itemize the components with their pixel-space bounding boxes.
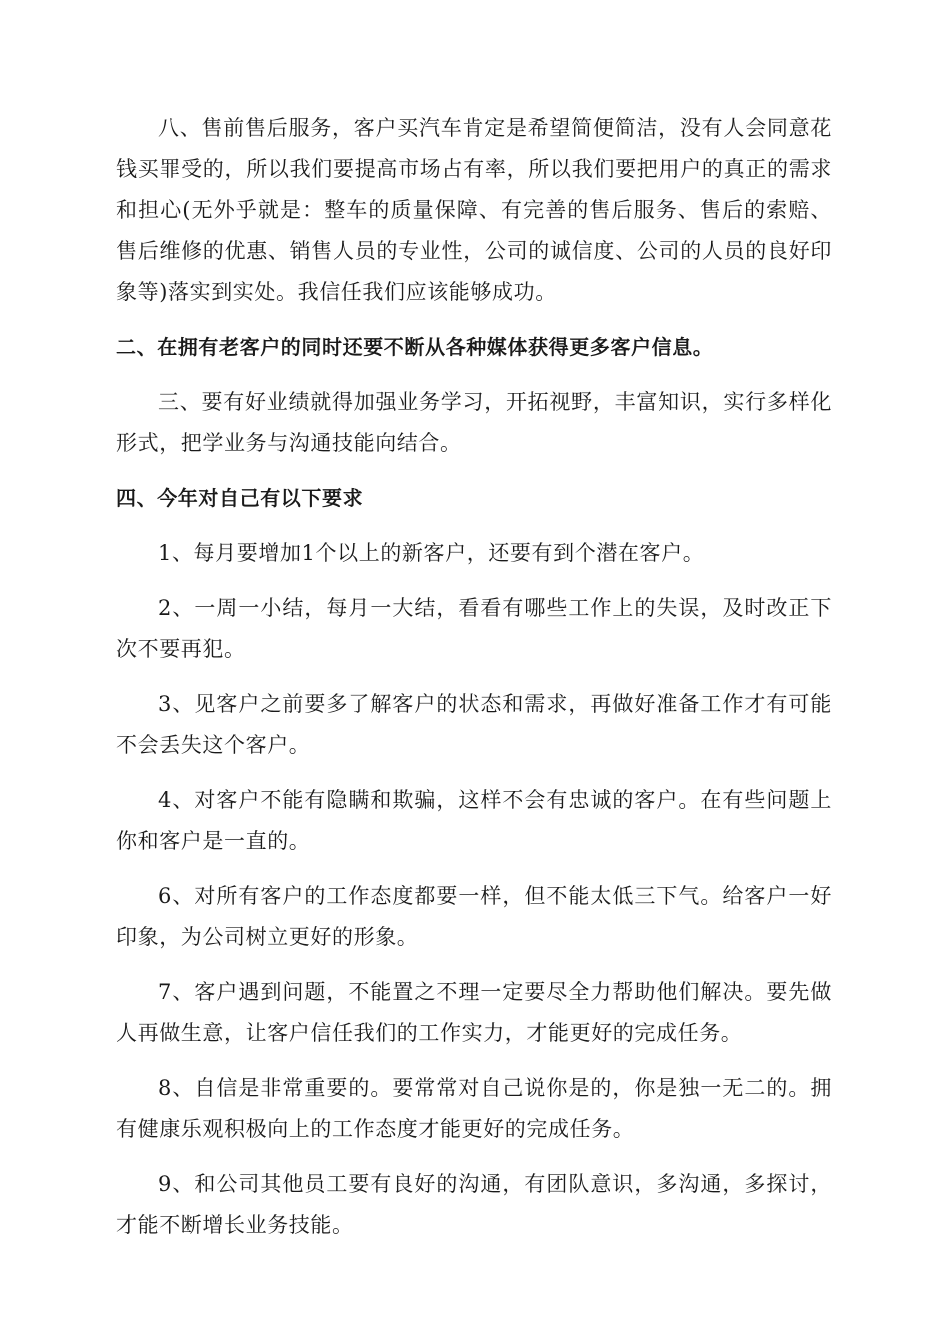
list-item-customer-needs: 3、见客户之前要多了解客户的状态和需求，再做好准备工作才有可能不会丢失这个客户。: [116, 692, 832, 757]
list-item-attitude: 6、对所有客户的工作态度都要一样，但不能太低三下气。给客户一好印象，为公司树立更好的形象。: [116, 884, 832, 949]
list-item-teamwork: 9、和公司其他员工要有良好的沟通，有团队意识，多沟通，多探讨，才能不断增长业务技能。: [116, 1172, 832, 1237]
list-item-confidence: 8、自信是非常重要的。要常常对自己说你是的，你是独一无二的。拥有健康乐观积极向上的工作态度才能更好的完成任务。: [116, 1076, 832, 1141]
heading-customer-info: 二、在拥有老客户的同时还要不断从各种媒体获得更多客户信息。: [116, 335, 714, 359]
list-item-new-customers: 1、每月要增加1个以上的新客户，还要有到个潜在客户。: [158, 541, 705, 565]
document-body: [116, 108, 832, 1260]
list-item-help-customers: 7、客户遇到问题，不能置之不理一定要尽全力帮助他们解决。要先做人再做生意，让客户信任我们的工作实力，才能更好的完成任务。: [116, 980, 832, 1045]
list-item-honesty: 4、对客户不能有隐瞒和欺骗，这样不会有忠诚的客户。在有些问题上你和客户是一直的。: [116, 788, 832, 853]
list-item-weekly-summary: 2、一周一小结，每月一大结，看看有哪些工作上的失误，及时改正下次不要再犯。: [116, 596, 832, 661]
paragraph-business-learning: 三、要有好业绩就得加强业务学习，开拓视野，丰富知识，实行多样化形式，把学业务与沟通技能向结合。: [116, 390, 832, 455]
paragraph-after-sales-service: 八、售前售后服务，客户买汽车肯定是希望简便简洁，没有人会同意花钱买罪受的，所以我们要提高市场占有率，所以我们要把用户的真正的需求和担心(无外乎就是：整车的质量保障、有完善的售后服务、售后的索赔、售后维修的优惠、销售人员的专业性，公司的诚信度、公司的人员的良好印象等)落实到实处。我信任我们应该能够成功。: [116, 116, 832, 304]
heading-yearly-requirements: 四、今年对自己有以下要求: [116, 486, 364, 510]
